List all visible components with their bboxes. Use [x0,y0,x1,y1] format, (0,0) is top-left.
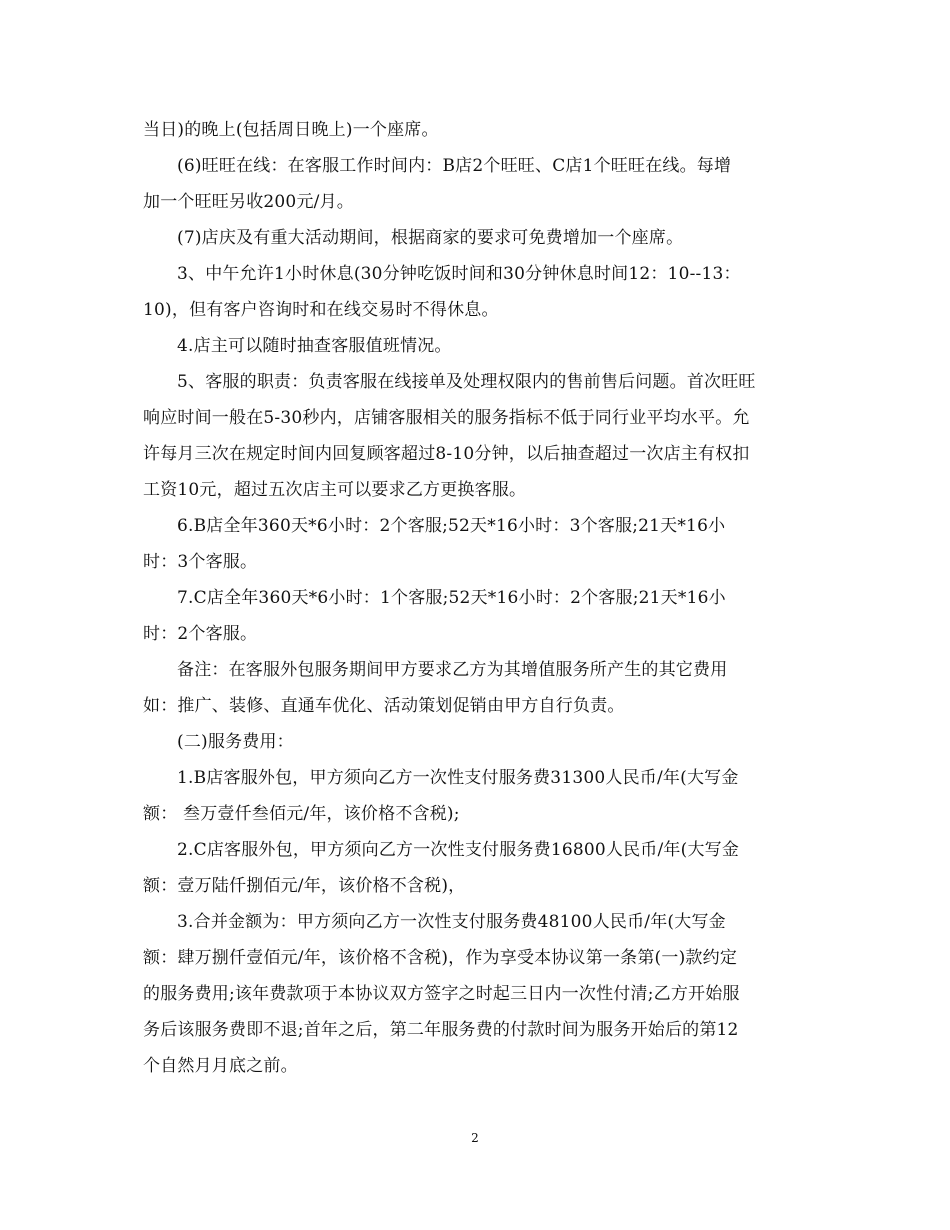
paragraph-line: 时：3个客服。 [143,552,258,572]
paragraph-line: 加一个旺旺另收200元/月。 [143,192,354,212]
paragraph-line: 3、中午允许1小时休息(30分钟吃饭时间和30分钟休息时间12：10--13： [177,264,741,284]
paragraph-line: 7.C店全年360天*6小时：1个客服;52天*16小时：2个客服;21天*16小 [177,588,726,608]
paragraph-line: (6)旺旺在线：在客服工作时间内：B店2个旺旺、C店1个旺旺在线。每增 [177,156,732,176]
paragraph-line: (7)店庆及有重大活动期间，根据商家的要求可免费增加一个座席。 [177,228,684,248]
paragraph-line: 10)，但有客户咨询时和在线交易时不得休息。 [143,300,499,320]
paragraph-line: 时：2个客服。 [143,624,258,644]
paragraph-line: 3.合并金额为：甲方须向乙方一次性支付服务费48100人民币/年(大写金 [177,912,726,932]
paragraph-line: 当日)的晚上(包括周日晚上)一个座席。 [143,120,439,140]
paragraph-line: 5、客服的职责：负责客服在线接单及处理权限内的售前售后问题。首次旺旺 [177,372,756,392]
paragraph-line: 个自然月月底之前。 [143,1056,298,1076]
paragraph-line: 4.店主可以随时抽查客服值班情况。 [177,336,452,356]
paragraph-line: 备注：在客服外包服务期间甲方要求乙方为其增值服务所产生的其它费用 [177,660,728,680]
document-body [143,112,808,1084]
paragraph-line: 工资10元，超过五次店主可以要求乙方更换客服。 [143,480,527,500]
section-heading: (二)服务费用： [177,732,294,752]
paragraph-line: 如：推广、装修、直通车优化、活动策划促销由甲方自行负责。 [143,696,625,716]
paragraph-line: 响应时间一般在5-30秒内，店铺客服相关的服务指标不低于同行业平均水平。允 [143,408,750,428]
paragraph-line: 许每月三次在规定时间内回复顾客超过8-10分钟，以后抽查超过一次店主有权扣 [143,444,750,464]
paragraph-line: 1.B店客服外包，甲方须向乙方一次性支付服务费31300人民币/年(大写金 [177,768,739,788]
paragraph-line: 6.B店全年360天*6小时：2个客服;52天*16小时：3个客服;21天*16小 [177,516,726,536]
paragraph-line: 务后该服务费即不退;首年之后，第二年服务费的付款时间为服务开始后的第12 [143,1020,739,1040]
paragraph-line: 额：肆万捌仟壹佰元/年，该价格不含税)，作为享受本协议第一条第(一)款约定 [143,948,738,968]
paragraph-line: 额： 叁万壹仟叁佰元/年，该价格不含税); [143,804,460,824]
page-number: 2 [471,1131,479,1145]
paragraph-line: 额：壹万陆仟捌佰元/年，该价格不含税)， [143,876,466,896]
paragraph-line: 的服务费用;该年费款项于本协议双方签字之时起三日内一次性付清;乙方开始服 [143,984,740,1004]
paragraph-line: 2.C店客服外包，甲方须向乙方一次性支付服务费16800人民币/年(大写金 [177,840,740,860]
